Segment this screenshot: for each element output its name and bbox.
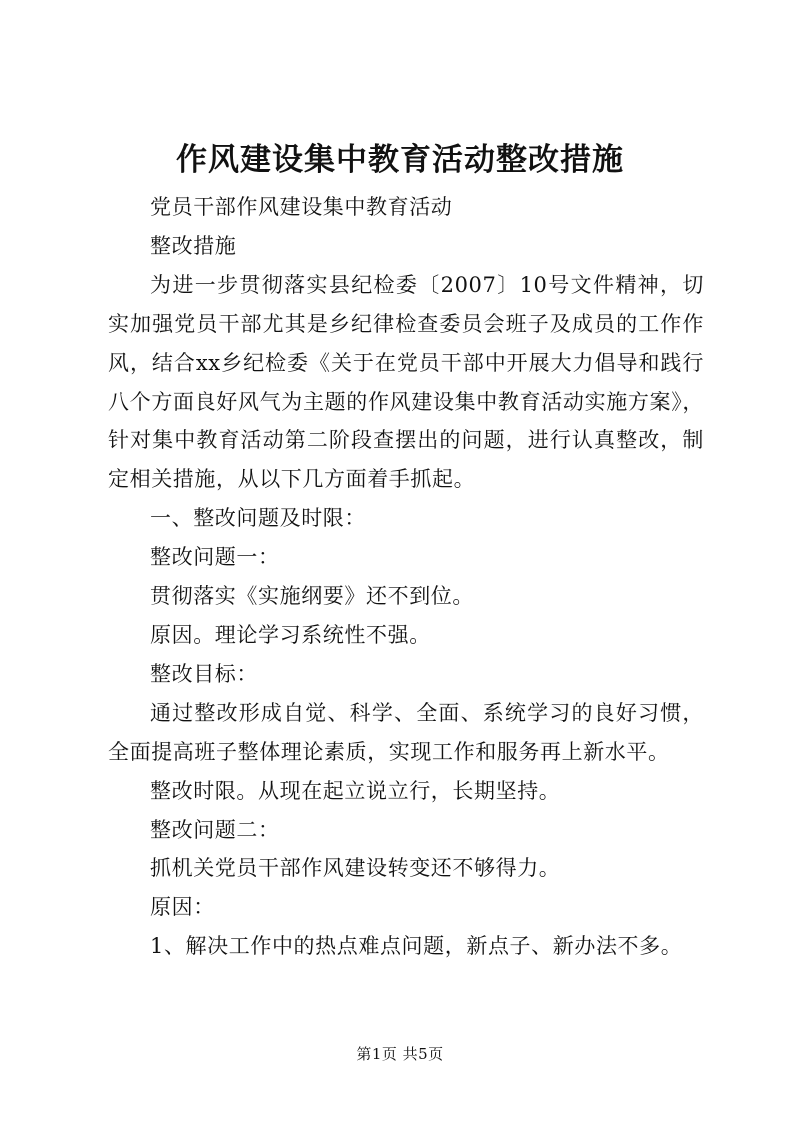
paragraph-subtitle-1: 党员干部作风建设集中教育活动: [150, 195, 453, 219]
section-heading-1: 一、整改问题及时限：: [150, 506, 366, 531]
issue-cause-1: 原因。理论学习系统性不强。: [150, 622, 431, 647]
goal-description-1: 通过整改形成自觉、科学、全面、系统学习的良好习惯，全面提高班子整体理论素质，实现工作和服务再上新水平。: [108, 700, 704, 764]
deadline-1: 整改时限。从现在起立说立行，长期坚持。: [150, 778, 561, 803]
document-title: 作风建设集中教育活动整改措施: [176, 142, 624, 178]
document-body: [108, 188, 704, 966]
goal-heading-1: 整改目标：: [150, 661, 258, 686]
issue-heading-2: 整改问题二：: [150, 817, 280, 842]
paragraph-intro: 为进一步贯彻落实县纪检委〔2007〕10号文件精神，切实加强党员干部尤其是乡纪律检查委员会班子及成员的工作作风，结合xx乡纪检委《关于在党员干部中开展大力倡导和践行八个方面良好风气为主题的作风建设集中教育活动实施方案》，针对集中教育活动第二阶段查摆出的问题，进行认真整改，制定相关措施，从以下几方面着手抓起。: [108, 272, 704, 492]
issue-heading-1: 整改问题一：: [150, 545, 280, 570]
issue-description-2: 抓机关党员干部作风建设转变还不够得力。: [150, 856, 561, 881]
page-footer: 第1页 共5页: [356, 1045, 444, 1063]
paragraph-subtitle-2: 整改措施: [150, 233, 237, 258]
cause-item-1: 1、解决工作中的热点难点问题，新点子、新办法不多。: [150, 934, 683, 959]
cause-heading-2: 原因：: [150, 895, 215, 920]
issue-description-1: 贯彻落实《实施纲要》还不到位。: [150, 584, 474, 609]
